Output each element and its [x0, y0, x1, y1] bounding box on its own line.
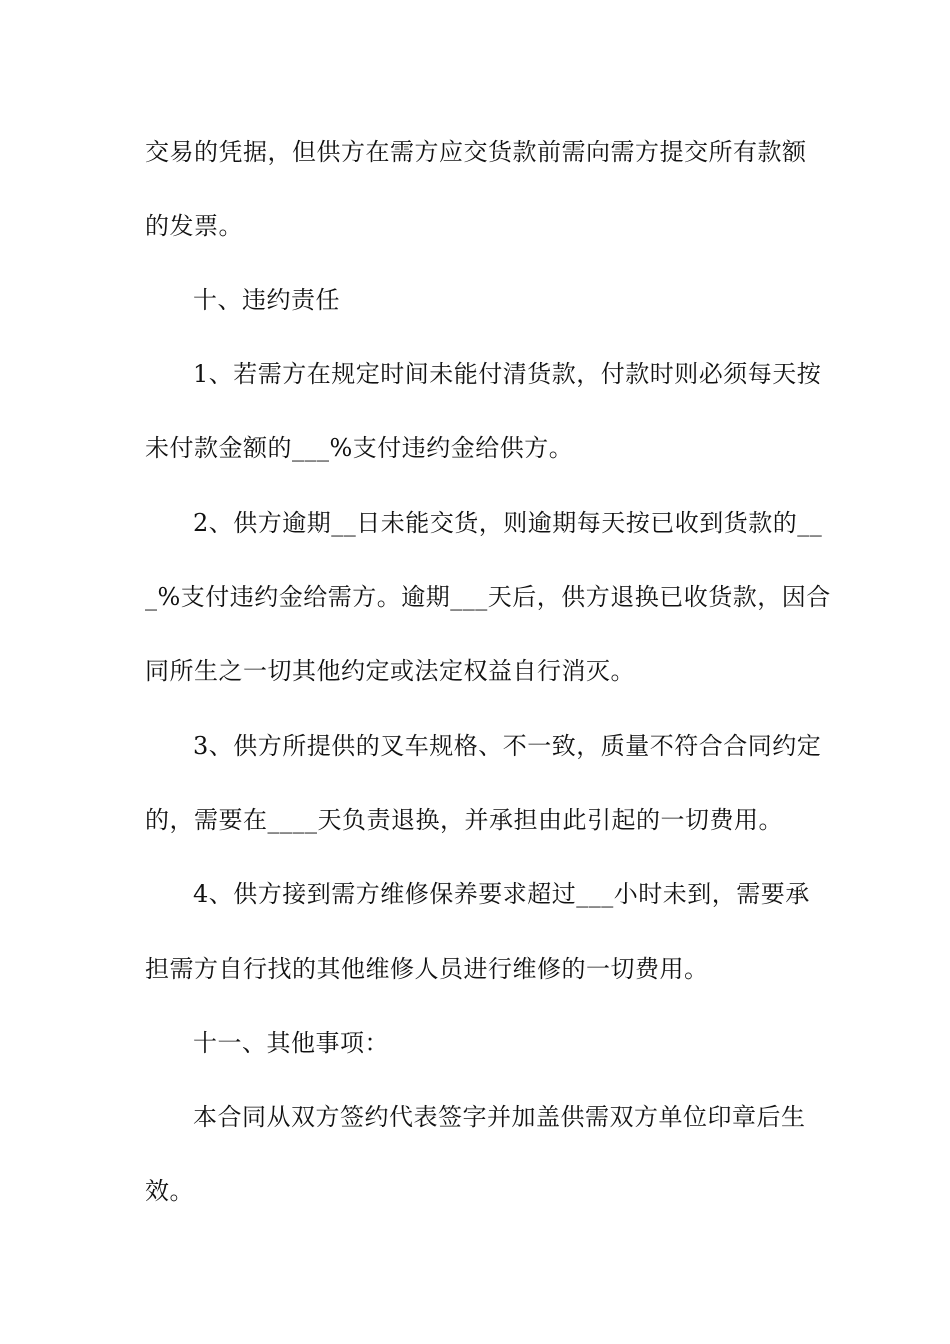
text-line: 3、供方所提供的叉车规格、不一致，质量不符合合同约定: [193, 732, 822, 760]
text-line: 效。: [145, 1177, 194, 1205]
text-line: 担需方自行找的其他维修人员进行维修的一切费用。: [145, 955, 709, 983]
text-line: 同所生之一切其他约定或法定权益自行消灭。: [145, 657, 635, 685]
text-line: 交易的凭据，但供方在需方应交货款前需向需方提交所有款额: [145, 138, 807, 166]
section-heading: 十、违约责任: [193, 286, 340, 314]
text-line: 1、若需方在规定时间未能付清货款，付款时则必须每天按: [193, 360, 822, 388]
text-line: 本合同从双方签约代表签字并加盖供需双方单位印章后生: [193, 1103, 806, 1131]
text-line: 的，需要在____天负责退换，并承担由此引起的一切费用。: [145, 806, 783, 834]
text-line: 2、供方逾期__日未能交货，则逾期每天按已收到货款的__: [193, 509, 823, 537]
text-line: _%支付违约金给需方。逾期___天后，供方退换已收货款，因合: [145, 583, 831, 611]
text-line: 4、供方接到需方维修保养要求超过___小时未到，需要承: [193, 880, 810, 908]
text-line: 的发票。: [145, 212, 243, 240]
text-line: 未付款金额的___%支付违约金给供方。: [145, 434, 574, 462]
section-heading: 十一、其他事项：: [193, 1029, 389, 1057]
